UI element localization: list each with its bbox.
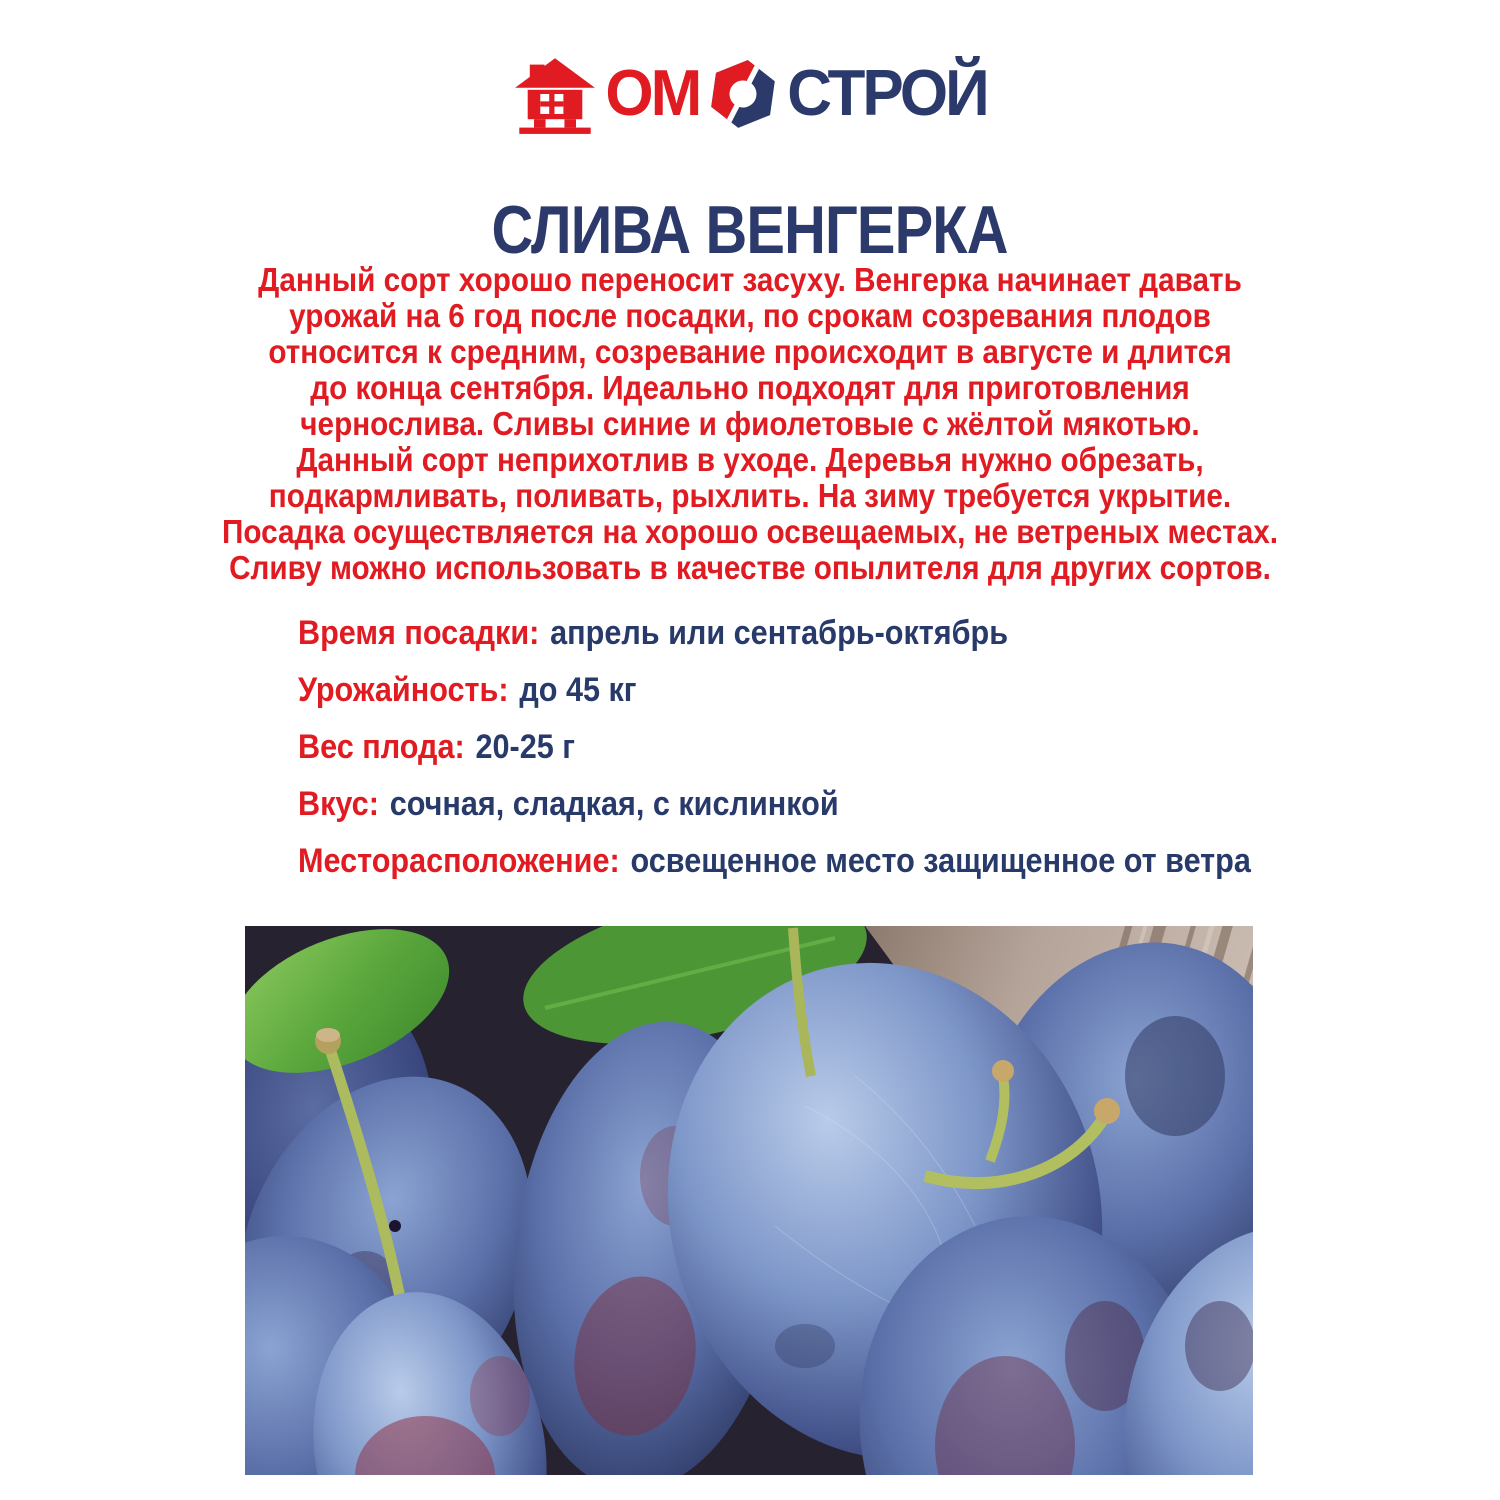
logo-text-dom: ОМ	[605, 57, 700, 130]
brand-logo	[0, 48, 1500, 140]
attribute-value: 20-25 г	[475, 728, 576, 766]
attribute-label: Месторасположение:	[298, 842, 620, 880]
description-line: относится к средним, созревание происходит в августе и длится	[268, 333, 1232, 370]
description-line: Сливу можно использовать в качестве опылителя для других сортов.	[229, 549, 1271, 586]
description-line: Данный сорт хорошо переносит засуху. Венгерка начинает давать	[258, 261, 1242, 298]
description-line: до конца сентября. Идеально подходят для приготовления	[310, 369, 1190, 406]
description-line: подкармливать, поливать, рыхлить. На зиму требуется укрытие.	[268, 477, 1232, 514]
description-line: чернослива. Сливы синие и фиолетовые с жёлтой мякотью.	[300, 405, 1200, 442]
page-title: СЛИВА ВЕНГЕРКА	[491, 191, 1009, 268]
attributes-list	[298, 616, 1357, 901]
logo-text-stroy: СТРОЙ	[787, 57, 987, 130]
attribute-row	[298, 616, 1251, 650]
attribute-label: Время посадки:	[298, 614, 540, 652]
description-line: Данный сорт неприхотлив в уходе. Деревья нужно обрезать,	[296, 441, 1204, 478]
description-line: Посадка осуществляется на хорошо освещаемых, не ветреных местах.	[221, 513, 1279, 550]
nut-icon	[707, 58, 779, 130]
attribute-row	[298, 787, 1251, 821]
attribute-label: Вес плода:	[298, 728, 465, 766]
plums-photo	[245, 926, 1253, 1475]
attribute-value: освещенное место защищенное от ветра	[630, 842, 1251, 880]
attribute-value: апрель или сентабрь-октябрь	[550, 614, 1009, 652]
attribute-value: до 45 кг	[519, 671, 637, 709]
attribute-row	[298, 730, 1251, 764]
description-line: урожай на 6 год после посадки, по срокам созревания плодов	[289, 297, 1211, 334]
attribute-value: сочная, сладкая, с кислинкой	[389, 785, 839, 823]
attribute-row	[298, 844, 1251, 878]
attribute-label: Урожайность:	[298, 671, 509, 709]
attribute-label: Вкус:	[298, 785, 379, 823]
house-icon	[513, 54, 597, 134]
attribute-row	[298, 673, 1251, 707]
description	[0, 262, 1500, 586]
